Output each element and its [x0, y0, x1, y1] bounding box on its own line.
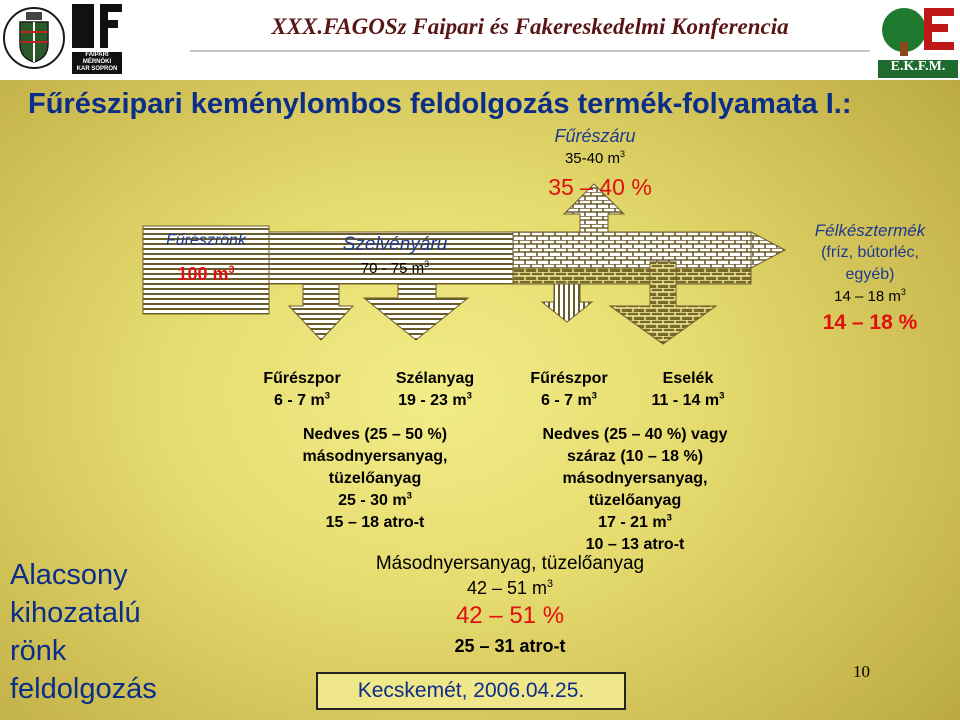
output-value-text: 6 - 7 m [540, 392, 592, 409]
right-block-line: másodnyersanyag, [562, 470, 708, 487]
side-note-line: kihozatalú [10, 597, 141, 629]
conference-title: XXX.FAGOSz Faipari és Fakereskedelmi Konferencia [271, 14, 789, 39]
eselek-band [513, 268, 751, 284]
output-value-text: 11 - 14 m [651, 392, 720, 409]
logo-line: FAIPARI [85, 52, 109, 58]
fureszaru-band [513, 232, 751, 268]
side-note-line: rönk [10, 635, 67, 667]
unit-sup: 3 [228, 264, 235, 276]
right-block-line: tüzelőanyag [588, 492, 682, 509]
output-value [250, 390, 354, 412]
unit-sup: 3 [591, 390, 598, 402]
unit-sup: 3 [666, 512, 672, 524]
right-block-line: 10 – 13 atro-t [585, 536, 685, 553]
left-block-line: tüzelőanyag [328, 470, 422, 487]
szelveny-value [300, 260, 490, 277]
fureszaru-value [520, 150, 670, 167]
felkesz-line3: egyéb) [845, 266, 895, 283]
footer-date-box: Kecskemét, 2006.04.25. [316, 672, 626, 710]
furesz-arrow-2 [542, 284, 592, 322]
logo-line: MÉRNÖKI [82, 59, 112, 65]
output-label: Eselék [662, 370, 714, 387]
szelanyag-arrow [364, 284, 468, 340]
side-note-line: feldolgozás [10, 673, 157, 705]
side-note-line: Alacsony [10, 559, 128, 591]
unit-sup: 3 [719, 390, 725, 402]
felkesz-block [796, 220, 944, 334]
output-value [380, 390, 490, 412]
total-title: Másodnyersanyag, tüzelőanyag [375, 553, 645, 574]
side-note [10, 556, 157, 708]
total-value [410, 578, 610, 599]
unit-sup: 3 [324, 390, 331, 402]
left-block-line: Nedves (25 – 50 %) [302, 426, 448, 443]
output-label: Fűrészpor [530, 370, 608, 387]
felkesz-label: Félkésztermék [814, 221, 926, 240]
unit-sup: 3 [620, 149, 626, 159]
input-value [143, 264, 269, 285]
right-block [510, 424, 760, 556]
right-block-value: 17 - 21 m [598, 514, 667, 531]
slide-title: Fűrészipari keménylombos feldolgozás termék-folyamata I.: [28, 88, 852, 120]
left-block-value: 25 - 30 m [338, 492, 407, 509]
left-block-line: 15 – 18 atro-t [325, 514, 425, 531]
output-value [516, 390, 622, 412]
total-atro: 25 – 31 atro-t [454, 636, 566, 656]
right-block-line: száraz (10 – 18 %) [566, 448, 704, 465]
input-label: Fűrészrönk [165, 232, 247, 249]
right-block-line: Nedves (25 – 40 %) vagy [542, 426, 728, 443]
logo-line: KAR SOPRON [76, 66, 118, 72]
output-item [380, 368, 490, 412]
fureszaru-percent: 35 – 40 % [548, 174, 652, 200]
unit-sup: 3 [424, 259, 430, 269]
felkesz-line2: (fríz, bútorléc, [821, 244, 919, 261]
output-label: Szélanyag [395, 370, 475, 387]
left-block-line: másodnyersanyag, [302, 448, 448, 465]
furesz-arrow-1 [289, 284, 353, 340]
output-label: Fűrészpor [263, 370, 341, 387]
output-item [636, 368, 740, 412]
output-value-text: 6 - 7 m [273, 392, 325, 409]
ekfm-logo-text: E.K.F.M. [890, 59, 946, 74]
felkesz-value [796, 286, 944, 308]
szelveny-label: Szelvényáru [342, 234, 448, 255]
felkesz-value-text: 14 – 18 m [834, 288, 901, 305]
felkesz-arrow [751, 232, 785, 268]
unit-sup: 3 [900, 287, 906, 297]
output-value [636, 390, 740, 412]
fureszaru-value-text: 35-40 m [564, 150, 620, 167]
fureszaru-label: Fűrészáru [554, 126, 636, 146]
total-percent: 42 – 51 % [455, 602, 565, 629]
szelveny-value-text: 70 - 75 m [360, 260, 425, 277]
output-item [250, 368, 354, 412]
input-value-text: 100 m [177, 264, 229, 284]
unit-sup: 3 [466, 390, 472, 402]
left-block [270, 424, 480, 534]
page-number: 10 [853, 662, 870, 681]
unit-sup: 3 [547, 578, 554, 590]
right-block-line [510, 512, 760, 534]
output-value-text: 19 - 23 m [398, 392, 467, 409]
left-block-line [270, 490, 480, 512]
unit-sup: 3 [406, 490, 412, 502]
total-value-text: 42 – 51 m [466, 578, 548, 598]
output-item [516, 368, 622, 412]
felkesz-percent: 14 – 18 % [822, 311, 918, 334]
